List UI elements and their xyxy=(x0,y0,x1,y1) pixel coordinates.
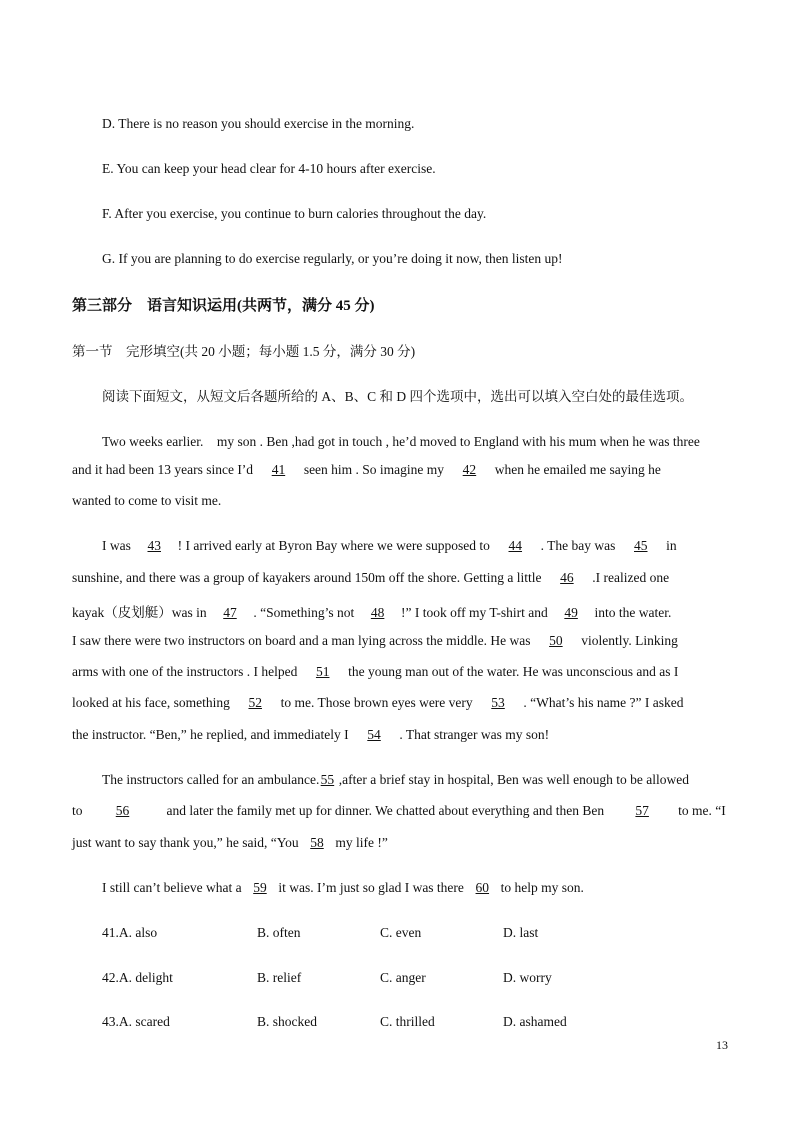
text: . The bay was xyxy=(537,538,619,553)
passage-line xyxy=(72,803,728,819)
text: ,after a brief stay in hospital, Ben was well enough to be allowed xyxy=(335,772,689,787)
text: the instructor. “Ben,” he replied, and immediately I xyxy=(72,727,353,742)
blank-51: 51 xyxy=(315,664,330,679)
text: and later the family met up for dinner. We chatted about everything and then Ben xyxy=(166,803,605,818)
text: just want to say thank you,” he said, “You xyxy=(72,835,302,850)
text: it was. I’m just so glad I was there xyxy=(274,880,468,895)
blank-45: 45 xyxy=(634,538,648,553)
blank-47: 47 xyxy=(223,605,237,620)
part3-heading: 第三部分 语言知识运用(共两节，满分 45 分) xyxy=(72,298,375,314)
text: into the water. xyxy=(591,605,672,620)
blank-52: 52 xyxy=(248,695,262,710)
blank-48: 48 xyxy=(370,605,385,620)
option-g: G. If you are planning to do exercise regularly, or you’re doing it now, then listen up! xyxy=(102,251,563,266)
blank-50: 50 xyxy=(549,633,563,648)
blank-43: 43 xyxy=(147,538,161,553)
choice-43-c: C. thrilled xyxy=(380,1014,435,1029)
blank-57: 57 xyxy=(635,803,649,818)
option-e: E. You can keep your head clear for 4-10 hours after exercise. xyxy=(102,161,436,176)
text: looked at his face, something xyxy=(72,695,234,710)
text: the young man out of the water. He was unconscious and as I xyxy=(344,664,679,679)
passage-line xyxy=(102,772,728,788)
passage-line xyxy=(72,695,728,711)
passage-line: Two weeks earlier. my son . Ben ,had got in touch , he’d moved to England with his mum when he was three xyxy=(102,434,700,449)
choice-42-d: D. worry xyxy=(503,970,552,985)
text: kayak（皮划艇）was in xyxy=(72,605,210,620)
passage-line xyxy=(72,462,728,478)
text: .I realized one xyxy=(588,570,670,585)
choice-42-b: B. relief xyxy=(257,970,302,985)
choice-43-d: D. ashamed xyxy=(503,1014,567,1029)
text: when he emailed me saying he xyxy=(491,462,661,477)
text: my life !” xyxy=(331,835,388,850)
text: to me. Those brown eyes were very xyxy=(277,695,477,710)
blank-60: 60 xyxy=(475,880,490,895)
passage-line xyxy=(72,633,728,649)
text: . “What’s his name ?” I asked xyxy=(520,695,684,710)
text: I saw there were two instructors on board and a man lying across the middle. He was xyxy=(72,633,534,648)
choice-41-b: B. often xyxy=(257,925,301,940)
choice-42-c: C. anger xyxy=(380,970,426,985)
choice-41-d: D. last xyxy=(503,925,539,940)
passage-line xyxy=(72,835,728,851)
text: sunshine, and there was a group of kayakers around 150m off the shore. Getting a little xyxy=(72,570,545,585)
blank-55: 55 xyxy=(320,772,335,787)
text: !” I took off my T-shirt and xyxy=(397,605,552,620)
passage-line xyxy=(102,538,728,554)
text: . “Something’s not xyxy=(249,605,358,620)
text: seen him . So imagine my xyxy=(300,462,448,477)
section1-heading: 第一节 完形填空(共 20 小题；每小题 1.5 分，满分 30 分) xyxy=(72,344,416,359)
passage-line xyxy=(72,570,728,586)
option-d: D. There is no reason you should exercise in the morning. xyxy=(102,116,415,131)
text: ! I arrived early at Byron Bay where we were supposed to xyxy=(174,538,494,553)
passage-line: wanted to come to visit me. xyxy=(72,493,222,508)
choice-41-c: C. even xyxy=(380,925,422,940)
text: to xyxy=(72,803,83,818)
choice-41-a: 41.A. also xyxy=(102,925,158,940)
blank-53: 53 xyxy=(491,695,505,710)
passage-line xyxy=(72,601,728,621)
blank-46: 46 xyxy=(560,570,574,585)
text: to me. “I xyxy=(678,803,726,818)
text: to help my son. xyxy=(497,880,584,895)
option-f: F. After you exercise, you continue to burn calories throughout the day. xyxy=(102,206,487,221)
page-number: 13 xyxy=(716,1038,728,1052)
instruction: 阅读下面短文，从短文后各题所给的 A、B、C 和 D 四个选项中，选出可以填入空白处的最佳选项。 xyxy=(102,389,694,404)
text: I still can’t believe what a xyxy=(102,880,245,895)
choice-43-b: B. shocked xyxy=(257,1014,317,1029)
text: . That stranger was my son! xyxy=(396,727,550,742)
passage-line xyxy=(72,664,728,680)
blank-54: 54 xyxy=(367,727,381,742)
passage-line xyxy=(102,880,728,896)
blank-58: 58 xyxy=(310,835,324,850)
blank-41: 41 xyxy=(271,462,286,477)
text: and it had been 13 years since I’d xyxy=(72,462,257,477)
text: I was xyxy=(102,538,135,553)
text: The instructors called for an ambulance. xyxy=(102,772,320,787)
text: violently. Linking xyxy=(577,633,678,648)
blank-49: 49 xyxy=(564,605,578,620)
blank-59: 59 xyxy=(253,880,267,895)
passage-line xyxy=(72,727,728,743)
choice-42-a: 42.A. delight xyxy=(102,970,173,985)
text: in xyxy=(662,538,677,553)
text: arms with one of the instructors . I helped xyxy=(72,664,301,679)
choice-43-a: 43.A. scared xyxy=(102,1014,170,1029)
blank-44: 44 xyxy=(508,538,523,553)
blank-56: 56 xyxy=(115,803,130,818)
blank-42: 42 xyxy=(462,462,477,477)
